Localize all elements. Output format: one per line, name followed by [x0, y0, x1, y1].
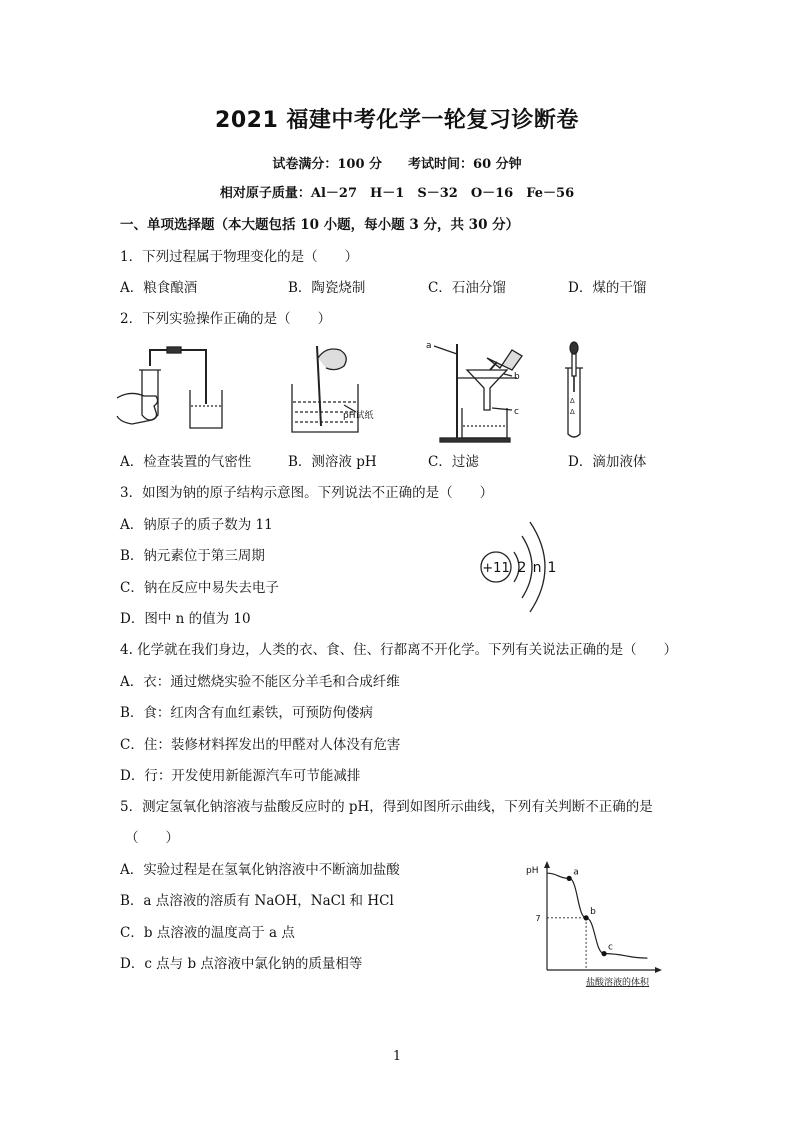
point-label-c: c — [608, 942, 614, 953]
q5-option-a: A．实验过程是在氢氧化钠溶液中不断滴加盐酸 — [120, 862, 400, 878]
point-c — [601, 951, 606, 956]
q5-option-b: B．a 点溶液的溶质有 NaOH，NaCl 和 HCl — [120, 893, 394, 909]
q2-option-d: D．滴加液体 — [568, 454, 647, 470]
section-heading: 一、单项选择题（本大题包括 10 小题，每小题 3 分，共 30 分） — [120, 217, 520, 233]
sodium-atom-diagram — [470, 514, 590, 620]
q4-option-b: B．食：红肉含有血红素铁，可预防佝偻病 — [120, 705, 373, 721]
q4-option-d: D．行：开发使用新能源汽车可节能减排 — [120, 768, 361, 784]
q3-option-c: C．钠在反应中易失去电子 — [120, 580, 279, 596]
q5-option-c: C．b 点溶液的温度高于 a 点 — [120, 925, 295, 941]
nucleus-charge: +11 — [482, 561, 510, 576]
q1-option-a: A．粮食酿酒 — [120, 280, 198, 296]
filter-label-b: b — [514, 372, 520, 382]
question-5-stem: 5．测定氢氧化钠溶液与盐酸反应时的 pH，得到如图所示曲线，下列有关判断不正确的是 — [120, 799, 653, 815]
svg-text:∆: ∆ — [570, 397, 575, 405]
question-3-stem: 3．如图为钠的原子结构示意图。下列说法不正确的是（ ） — [120, 485, 494, 501]
q2-option-a: A．检查装置的气密性 — [120, 454, 252, 470]
q4-option-a: A．衣：通过燃烧实验不能区分羊毛和合成纤维 — [120, 674, 400, 690]
question-2-stem: 2．下列实验操作正确的是（ ） — [120, 311, 332, 327]
ph-paper-label: pH试纸 — [343, 411, 374, 421]
question-5-stem-cont: （ ） — [125, 830, 179, 846]
question-4-stem: 4. 化学就在我们身边，人类的衣、食、住、行都离不开化学。下列有关说法正确的是（ ） — [120, 642, 678, 658]
dropper-figure — [565, 342, 583, 437]
q1-option-b: B．陶瓷烧制 — [288, 280, 366, 296]
shell-2-electrons: n — [532, 560, 542, 576]
shell-3-electrons: 1 — [547, 560, 557, 576]
filter-label-a: a — [426, 341, 432, 351]
airtightness-apparatus — [117, 347, 222, 428]
svg-text:∆: ∆ — [570, 408, 575, 416]
page-number: 1 — [392, 1049, 402, 1064]
score-time-line: 试卷满分：100 分 考试时间：60 分钟 — [272, 157, 522, 172]
point-label-b: b — [590, 906, 596, 917]
shell-1-electrons: 2 — [517, 560, 527, 576]
q5-option-d: D．c 点与 b 点溶液中氯化钠的质量相等 — [120, 956, 363, 972]
x-axis-label: 盐酸溶液的体积 — [586, 978, 650, 988]
y-tick-label-7: 7 — [535, 913, 541, 923]
point-a — [567, 876, 572, 881]
q3-option-a: A．钠原子的质子数为 11 — [120, 517, 273, 533]
q4-option-c: C．住：装修材料挥发出的甲醛对人体没有危害 — [120, 737, 401, 753]
filter-label-c: c — [514, 407, 519, 417]
q2-option-c: C．过滤 — [428, 454, 479, 470]
q1-option-c: C．石油分馏 — [428, 280, 506, 296]
ph-titration-chart — [520, 852, 670, 992]
point-b — [583, 915, 588, 920]
question-1-stem: 1．下列过程属于物理变化的是（ ） — [120, 249, 359, 265]
q2-apparatus-figures — [112, 340, 672, 446]
atomic-mass-line: 相对原子质量：Al－27 H－1 S－32 O－16 Fe－56 — [219, 186, 575, 201]
y-axis-arrow — [544, 861, 550, 868]
y-axis-label: pH — [526, 866, 539, 876]
point-label-a: a — [573, 867, 579, 878]
q1-option-d: D．煤的干馏 — [568, 280, 647, 296]
q3-option-d: D．图中 n 的值为 10 — [120, 611, 251, 627]
ph-curve — [547, 873, 647, 958]
q2-option-b: B．测溶液 pH — [288, 454, 377, 470]
q3-option-b: B．钠元素位于第三周期 — [120, 548, 265, 564]
page-title: 2021 福建中考化学一轮复习诊断卷 — [215, 108, 579, 133]
x-axis-arrow — [655, 967, 662, 973]
filtration-apparatus — [434, 344, 522, 442]
